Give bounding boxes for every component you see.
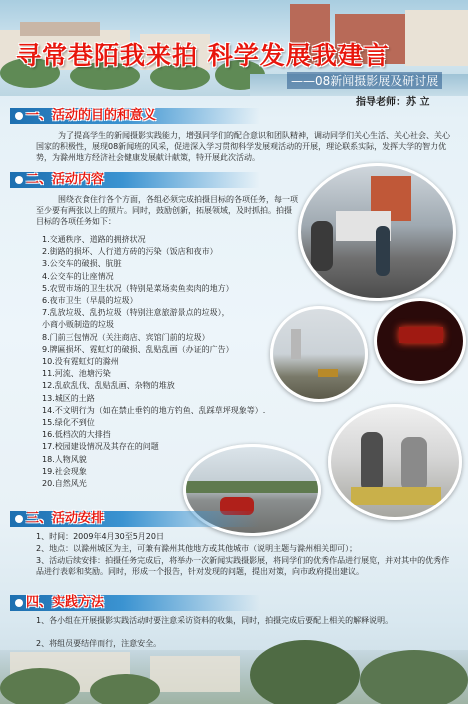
list-item: 1.交通秩序、道路的拥挤状况 [42, 235, 146, 244]
list-item: 15.绿化不到位 [42, 418, 95, 428]
schedule-followup: 3、活动后续安排：拍摄任务完成后，将举办一次新闻实践摄影展，将同学们的优秀作品进行展览，并对其中的优秀作品进行表彰和奖励。同时，形成一个报告，针对发现的问题，提出对策，向市政府提出建议。 [36, 556, 450, 576]
photo-street-traffic [298, 163, 456, 301]
photo-detail [361, 432, 383, 492]
bullet-icon [15, 599, 23, 607]
list-item: 13.城区的土路 [42, 393, 95, 403]
section-header-4 [10, 595, 260, 611]
method-1: 1、各小组在开展摄影实践活动时要注意采访资料的收集，同时，拍摄完成后要配上相关的解释说明。 [36, 616, 394, 625]
building-right-3 [405, 10, 468, 66]
bullet-icon [15, 176, 23, 184]
list-item: 2.街路的损坏、人行道方砖的污染（饭店和夜市） [42, 247, 218, 257]
photo-detail [401, 437, 427, 491]
list-item: 7.乱放垃圾、乱扔垃圾（特别注意旅游景点的垃圾）， [42, 308, 230, 318]
tree [360, 650, 468, 704]
list-item: 17.校园建设情况及其存在的问题 [42, 442, 159, 452]
section-header-2 [10, 172, 260, 188]
photo-detail [318, 369, 338, 377]
section1-text: 为了提高学生的新闻摄影实践能力，增强同学们的配合意识和团队精神，调动同学们关心生活、关心社会、关心国家的积极性，展现08新闻班的风采，促进深入学习贯彻科学发展观活动的开展，理论联系实际，发挥大学的智力优势，为滁州地方经济社会健康发展献计献策，特开展此次活动。 [36, 131, 450, 162]
schedule-time: 1、时间：2009年4月30至5月20日 [36, 532, 164, 541]
building-roof [20, 22, 100, 36]
photo-detail [186, 481, 318, 493]
photo-vendor [328, 404, 462, 520]
list-item: 20.自然风光 [42, 479, 87, 489]
bullet-icon [15, 112, 23, 120]
list-item: 4.公交车的让座情况 [42, 271, 114, 281]
method-2: 2、将组员要结伴而行，注意安全。 [36, 639, 162, 648]
list-item: 3.公交车的破损、肮脏 [42, 259, 122, 269]
list-item: 5.农贸市场的卫生状况（特别是菜场卖鱼卖肉的地方） [42, 283, 234, 293]
teacher-credit: 指导老师：苏 立 [356, 97, 430, 108]
tree [0, 668, 80, 704]
list-item: 11.河流、池塘污染 [42, 369, 111, 379]
section-header-1 [10, 108, 260, 124]
list-item: 12.乱砍乱伐、乱贴乱画、杂物的堆放 [42, 381, 175, 391]
photo-detail [399, 327, 443, 343]
photo-detail [291, 329, 301, 359]
list-item: 9.牌匾损坏、霓虹灯的破损、乱贴乱画（办证的广告） [42, 344, 234, 354]
list-item: 18.人物风貌 [42, 454, 87, 464]
section-label: 二、活动内容 [26, 172, 105, 187]
photo-detail [311, 221, 333, 271]
section-label: 三、活动安排 [26, 511, 105, 526]
section-label: 四、实践方法 [26, 595, 105, 610]
list-item: 6.夜市卫生（早晨的垃圾） [42, 296, 138, 306]
list-item: 小商小贩制造的垃圾 [42, 320, 114, 330]
tree [250, 640, 360, 704]
photo-detail [376, 226, 390, 276]
section2-intro: 围绕衣食住行各个方面，各组必须完成拍摄目标的各项任务，每一项至少要有两张以上的照片。同时，鼓励创新，拓展领域，及时抓拍。拍摄目标的各项任务如下： [36, 195, 298, 226]
section-label: 一、活动的目的和意义 [26, 108, 157, 123]
list-item: 16.低档次的大排挡 [42, 430, 111, 440]
list-item: 8.门前三包情况（关注商店、宾馆门前的垃圾） [42, 332, 210, 342]
section-header-3 [10, 511, 260, 527]
schedule-place: 2、地点：以滁州城区为主，可兼有滁州其他地方或其他城市（说明主题与滁州相关即可）； [36, 544, 358, 553]
poster-title: 寻常巷陌我来拍 科学发展我建言 [16, 41, 390, 70]
building-bottom [150, 656, 240, 692]
photo-construction [270, 306, 368, 402]
poster-subtitle: ——08新闻摄影展及研讨展 [287, 72, 442, 89]
photo-detail [351, 487, 441, 505]
tree [90, 674, 160, 704]
bullet-icon [15, 515, 23, 523]
photo-night-sign [374, 298, 466, 384]
list-item: 10.没有霓虹灯的滁州 [42, 357, 119, 367]
list-item: 14.不文明行为（如在禁止垂钓的地方钓鱼、乱踩草坪现象等）. [42, 405, 266, 415]
list-item: 19.社会现象 [42, 466, 87, 476]
